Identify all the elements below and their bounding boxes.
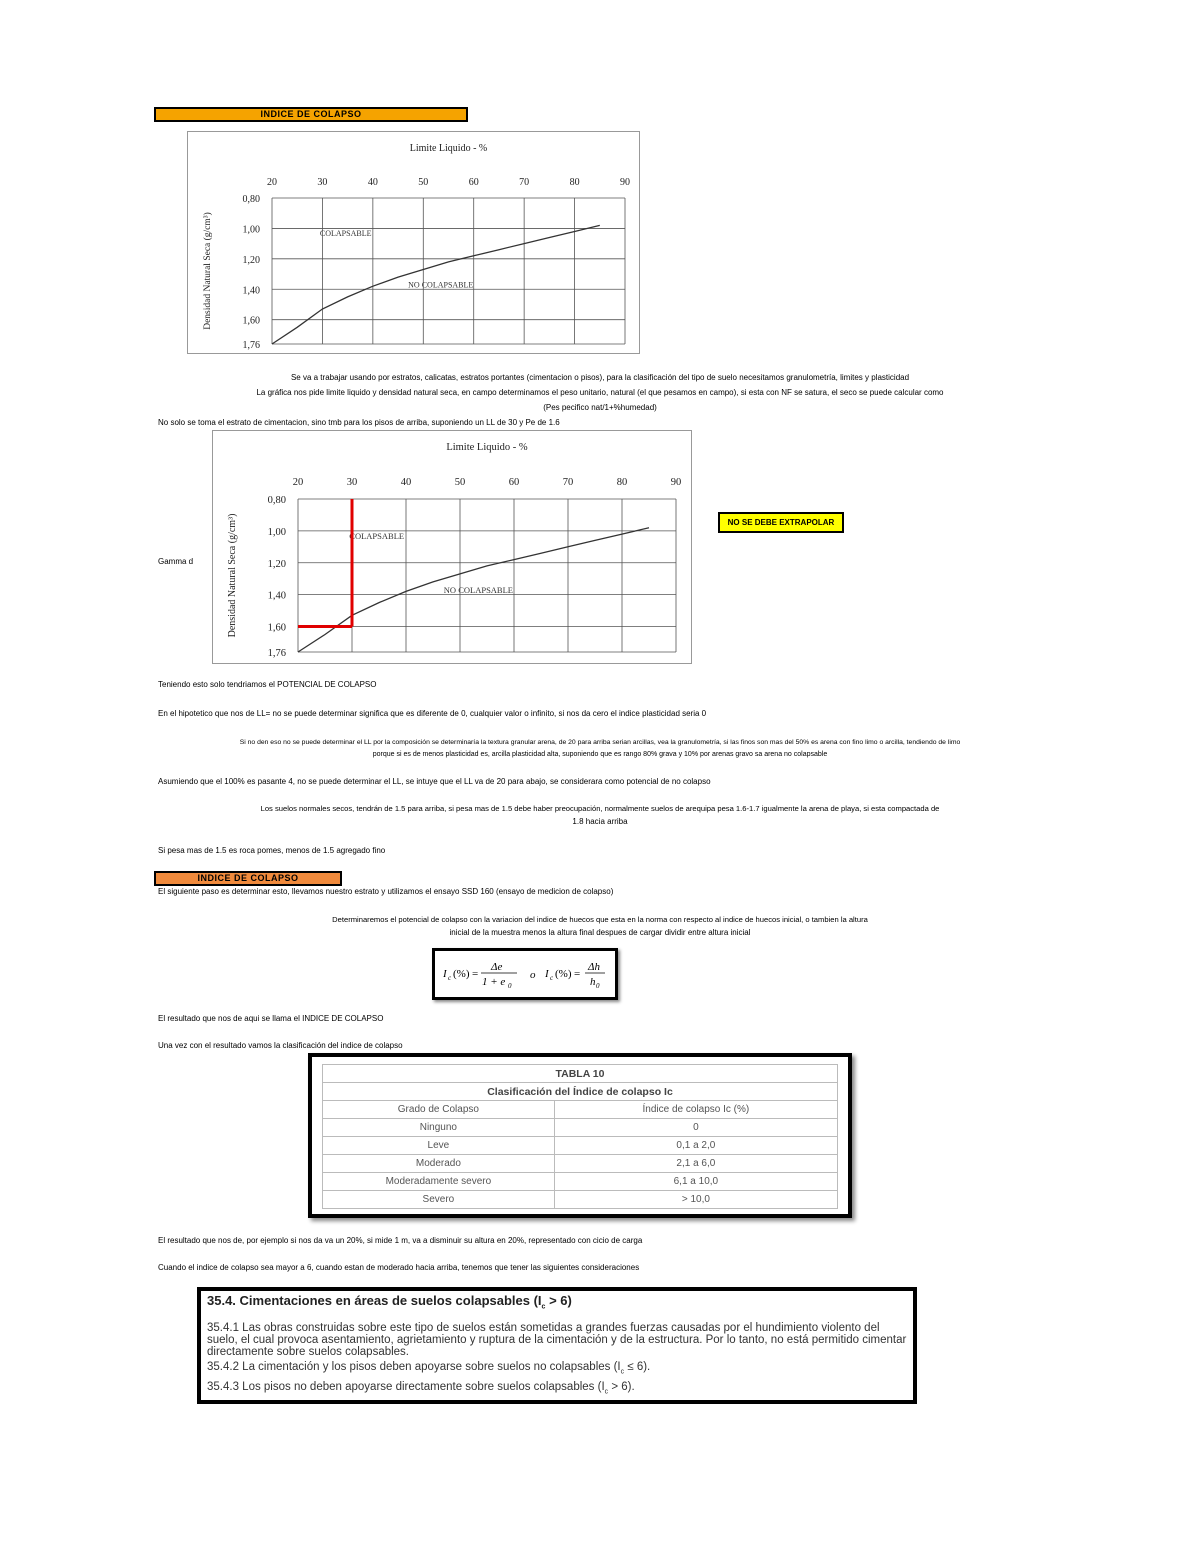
chart-title: Limite Liquido - % bbox=[409, 143, 488, 154]
formula-eq: = bbox=[472, 968, 479, 980]
table-row bbox=[323, 1191, 838, 1209]
norma-paragraph: 35.4.3 Los pisos no deben apoyarse directamente sobre suelos colapsables $(I_c > 6)$. bbox=[207, 1380, 635, 1396]
classification-table bbox=[322, 1064, 838, 1209]
y-tick-label: 1,00 bbox=[242, 224, 260, 236]
x-tick-label: 90 bbox=[670, 477, 682, 488]
y-tick-label: 1,76 bbox=[267, 648, 286, 659]
region-label: COLAPSABLE bbox=[349, 530, 405, 541]
formula-den1-sub: 0 bbox=[508, 982, 512, 990]
formula-den2-sub: 0 bbox=[596, 982, 600, 990]
x-tick-label: 40 bbox=[400, 477, 412, 488]
x-tick-label: 20 bbox=[292, 477, 304, 488]
x-tick-label: 50 bbox=[454, 477, 466, 488]
paragraph: (Pes pecifico nat/1+%humedad) bbox=[543, 403, 657, 412]
norma-paragraph: 35.4.1 Las obras construidas sobre este tipo de suelos están sometidas a grandes fuerzas causadas por el hundimiento violento del suelo, el cual provoca asentamiento, agrietamiento y ruptura de la cimentación y de la estructura. Por lo tanto, no está permitido cimentar directamente sobre suelos colapsables. bbox=[207, 1321, 907, 1358]
section-header: INDICE DE COLAPSO bbox=[154, 107, 468, 122]
x-tick-label: 40 bbox=[367, 177, 378, 188]
x-tick-label: 80 bbox=[616, 477, 628, 488]
paragraph: No solo se toma el estrato de cimentacion, sino tmb para los pisos de arriba, suponiendo un LL de 30 y Pe de 1.6 bbox=[158, 418, 560, 427]
paragraph: 1.8 hacia arriba bbox=[572, 817, 628, 826]
formula-num1: Δe bbox=[491, 961, 503, 973]
region-label: NO COLAPSABLE bbox=[443, 585, 513, 596]
formula-svg bbox=[435, 951, 615, 997]
paragraph: porque si es de menos plasticidad es, arcilla plasticidad alta, suponiendo que es rango 80% grava y 10% por arenas gravo sa arena no colapsable bbox=[372, 751, 828, 758]
formula-or: o bbox=[530, 969, 536, 981]
paragraph: Cuando el indice de colapso sea mayor a 6, cuando estan de moderado hacia arriba, tenemos que tener las siguientes consideraciones bbox=[158, 1263, 640, 1272]
table-cell: Ninguno bbox=[323, 1119, 555, 1137]
region-label: NO COLAPSABLE bbox=[408, 280, 474, 290]
table-cell: 0 bbox=[554, 1119, 837, 1137]
x-tick-label: 30 bbox=[317, 177, 328, 188]
paragraph: Los suelos normales secos, tendrán de 1.5 para arriba, si pesa mas de 1.5 debe haber preocupación, normalmente suelos de arequipa pesa 1.6-1.7 igualmente la arena de playa, si esta compactada de bbox=[260, 804, 940, 813]
y-tick-label: 1,20 bbox=[267, 558, 286, 570]
formula-den1: 1 + e bbox=[482, 976, 506, 988]
y-tick-label: 1,00 bbox=[267, 526, 286, 538]
paragraph: En el hipotetico que nos de LL= no se puede determinar significa que es diferente de 0, cualquier valor o infinito, si nos da cero el indice plasticidad seria 0 bbox=[158, 709, 707, 718]
paragraph: Una vez con el resultado vamos la clasificación del indice de colapso bbox=[158, 1041, 403, 1050]
formula-pct: (%) bbox=[453, 968, 470, 980]
formula-sub: c bbox=[448, 974, 452, 982]
table-cell: Leve bbox=[323, 1137, 555, 1155]
chart-svg bbox=[213, 431, 691, 663]
norma-paragraph: 35.4.2 La cimentación y los pisos deben apoyarse sobre suelos no colapsables $(I_c \le 6)$. bbox=[207, 1360, 651, 1375]
table-cell: > 10,0 bbox=[554, 1191, 837, 1209]
y-tick-label: 0,80 bbox=[267, 495, 286, 506]
table-cell: 6,1 a 10,0 bbox=[554, 1173, 837, 1191]
paragraph: El resultado que nos de aqui se llama el INDICE DE COLAPSO bbox=[158, 1014, 384, 1023]
gamma-label: Gamma d bbox=[158, 557, 194, 566]
warning-badge: NO SE DEBE EXTRAPOLAR bbox=[718, 512, 844, 533]
paragraph: Teniendo esto solo tendriamos el POTENCIAL DE COLAPSO bbox=[158, 680, 377, 689]
table-row bbox=[323, 1173, 838, 1191]
paragraph: Asumiendo que el 100% es pasante 4, no se puede determinar el LL, se intuye que el LL va de 20 para abajo, se considerara como potencial de no colapso bbox=[158, 777, 711, 786]
formula-sub2: c bbox=[550, 974, 554, 982]
formula-den2: h bbox=[590, 976, 596, 988]
y-tick-label: 1,40 bbox=[267, 590, 286, 602]
table-cell: Severo bbox=[323, 1191, 555, 1209]
table-cell: Moderadamente severo bbox=[323, 1173, 555, 1191]
table-cell: Moderado bbox=[323, 1155, 555, 1173]
formula-pct2: (%) bbox=[555, 968, 572, 980]
x-tick-label: 60 bbox=[508, 477, 520, 488]
y-tick-label: 0,80 bbox=[242, 194, 260, 205]
chart-svg bbox=[188, 132, 639, 353]
table-subtitle: Clasificación del Índice de colapso Ic bbox=[323, 1083, 838, 1101]
x-tick-label: 70 bbox=[519, 177, 530, 188]
norma-title: 35.4. Cimentaciones en áreas de suelos colapsables $(I_c > 6)$ bbox=[207, 1293, 572, 1311]
x-tick-label: 90 bbox=[620, 177, 630, 188]
collapse-chart-1 bbox=[187, 131, 640, 354]
x-tick-label: 20 bbox=[267, 177, 277, 188]
paragraph: Si pesa mas de 1.5 es roca pomes, menos de 1.5 agregado fino bbox=[158, 846, 386, 855]
collapse-chart-2 bbox=[212, 430, 692, 664]
x-tick-label: 80 bbox=[569, 177, 580, 188]
chart-title: Limite Liquido - % bbox=[446, 442, 528, 453]
x-tick-label: 50 bbox=[418, 177, 429, 188]
paragraph: La gráfica nos pide limite liquido y densidad natural seca, en campo determinamos el peso unitario, natural (el que pesamos en campo), si esta con NF se satura, el seco se puede calcular como bbox=[256, 388, 944, 397]
paragraph: El resultado que nos de, por ejemplo si nos da va un 20%, si mide 1 m, va a disminuir su altura en 20%, representado con cicio de carga bbox=[158, 1236, 643, 1245]
table-row bbox=[323, 1119, 838, 1137]
y-tick-label: 1,20 bbox=[242, 254, 260, 266]
paragraph: El siguiente paso es determinar esto, llevamos nuestro estrato y utilizamos el ensayo SSD 160 (ensayo de medicion de colapso) bbox=[158, 887, 614, 896]
x-tick-label: 70 bbox=[562, 477, 574, 488]
table-header: Grado de Colapso bbox=[323, 1101, 555, 1119]
y-tick-label: 1,40 bbox=[242, 285, 260, 297]
y-axis-label: Densidad Natural Seca (g/cm³) bbox=[227, 513, 238, 638]
table-cell: 2,1 a 6,0 bbox=[554, 1155, 837, 1173]
formula-num2: Δh bbox=[588, 961, 600, 973]
formula-eq2: = bbox=[574, 968, 581, 980]
paragraph: inicial de la muestra menos la altura final despues de cargar dividir entre altura inicial bbox=[449, 928, 751, 937]
y-tick-label: 1,60 bbox=[242, 315, 260, 327]
collapse-formula bbox=[432, 948, 618, 1000]
table-row bbox=[323, 1155, 838, 1173]
table-row bbox=[323, 1137, 838, 1155]
x-tick-label: 60 bbox=[468, 177, 479, 188]
table-cell: 0,1 a 2,0 bbox=[554, 1137, 837, 1155]
region-label: COLAPSABLE bbox=[319, 229, 372, 239]
table-title: TABLA 10 bbox=[323, 1065, 838, 1083]
paragraph: Se va a trabajar usando por estratos, calicatas, estratos portantes (cimentacion o pisos), para la clasificación del tipo de suelo necesitamos granulometría, limites y plasticidad bbox=[290, 373, 910, 382]
formula-ic: I bbox=[443, 968, 447, 980]
x-tick-label: 30 bbox=[346, 477, 358, 488]
paragraph: Determinaremos el potencial de colapso con la variacion del indice de huecos que esta en la norma con respecto al indice de huecos inicial, o tambien la altura bbox=[332, 915, 868, 924]
table-header: Índice de colapso Ic (%) bbox=[554, 1101, 837, 1119]
formula-ic2: I bbox=[545, 968, 549, 980]
collapse-index-table bbox=[308, 1053, 852, 1218]
y-tick-label: 1,76 bbox=[242, 340, 260, 351]
y-tick-label: 1,60 bbox=[267, 622, 286, 634]
section-header: INDICE DE COLAPSO bbox=[154, 871, 342, 886]
y-axis-label: Densidad Natural Seca (g/cm³) bbox=[203, 212, 213, 330]
norma-excerpt bbox=[197, 1287, 917, 1404]
paragraph: Si no den eso no se puede determinar el LL por la composición se determinaría la textura granular arena, de 20 para arriba serian arcillas, vea la granulometría, si las finos son mas del 50% es arena con fino limo o arcilla, tendiendo de limo bbox=[239, 739, 961, 746]
